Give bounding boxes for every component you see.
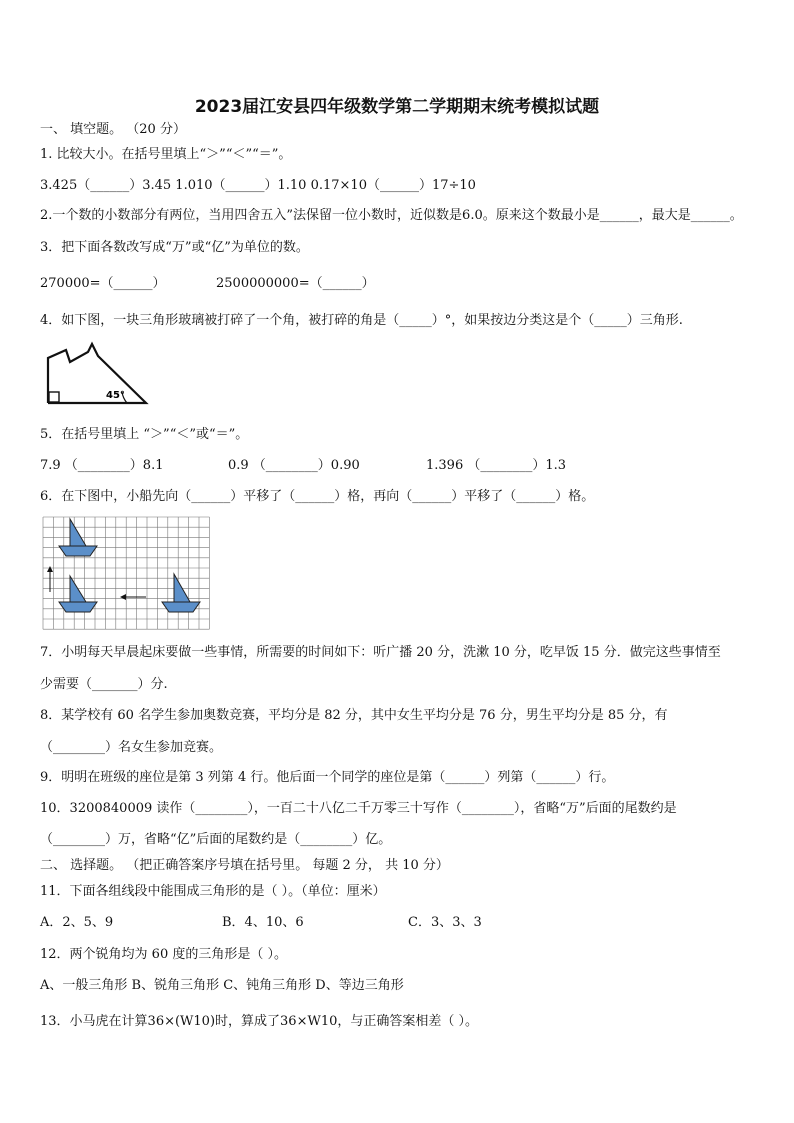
q5-stem: 5．在括号里填上 “＞”“＜”或“＝”。	[40, 427, 249, 442]
q5-c: 1.396 （________）1.3	[426, 458, 567, 473]
q4-stem: 4．如下图，一块三角形玻璃被打碎了一个角，被打碎的角是（_____）°，如果按边分类这是个（_____）三角形.	[40, 313, 683, 328]
q12-stem: 12．两个锐角均为 60 度的三角形是（ ）。	[40, 947, 287, 962]
q9-stem: 9．明明在班级的座位是第 3 列第 4 行。他后面一个同学的座位是第（______）列第（______）行。	[40, 770, 615, 785]
q8-line1: 8．某学校有 60 名学生参加奥数竞赛，平均分是 82 分，其中女生平均分是 76 分，男生平均分是 85 分，有	[40, 708, 668, 723]
q5-b: 0.9 （________）0.90	[228, 458, 360, 473]
q11-option-a: A．2、5、9	[40, 915, 114, 930]
q6-boat-grid-figure	[42, 516, 210, 630]
boat-bottom-left	[59, 576, 97, 612]
broken-triangle-outline	[48, 344, 146, 403]
q5-a: 7.9 （________）8.1	[40, 458, 164, 473]
q6-stem: 6．在下图中，小船先向（______）平移了（______）格，再向（______）平移了（______）格。	[40, 489, 595, 504]
arrow-up-icon	[47, 566, 53, 592]
q3-a: 270000=（______）	[40, 276, 166, 291]
q7-line1: 7．小明每天早晨起床要做一些事情，所需要的时间如下：听广播 20 分，洗漱 10 分，吃早饭 15 分．做完这些事情至	[40, 645, 721, 660]
q1-line: 3.425（______）3.45 1.010（______）1.10 0.17×10（______）17÷10	[40, 178, 476, 193]
page-title: 2023届江安县四年级数学第二学期期末统考模拟试题	[194, 97, 600, 117]
q10-line1: 10．3200840009 读作（________），一百二十八亿二千万零三十写作（________），省略“万”后面的尾数约是	[40, 801, 677, 816]
q11-option-b: B．4、10、6	[222, 915, 304, 930]
q11-stem: 11．下面各组线段中能围成三角形的是（ ）。（单位：厘米）	[40, 884, 386, 899]
section-1-heading: 一、 填空题。 （20 分）	[40, 122, 186, 137]
q12-options: A、一般三角形 B、锐角三角形 C、钝角三角形 D、等边三角形	[40, 978, 404, 993]
right-angle-mark	[49, 392, 59, 402]
q10-line2: （________）万，省略“亿”后面的尾数约是（________）亿。	[40, 832, 392, 847]
q3-b: 2500000000=（______）	[216, 276, 375, 291]
q1-stem: 1. 比较大小。在括号里填上“＞”“＜”“＝”。	[40, 147, 292, 162]
q4-broken-triangle-figure	[44, 340, 150, 406]
arrow-left-icon	[120, 594, 146, 600]
angle-label: 45°	[106, 390, 125, 401]
q2-stem: 2.一个数的小数部分有两位，当用四舍五入”法保留一位小数时，近似数是6.0。原来这个数最小是______，最大是______。	[40, 208, 743, 223]
section-2-heading: 二、 选择题。 （把正确答案序号填在括号里。 每题 2 分， 共 10 分）	[40, 858, 449, 873]
q11-option-c: C．3、3、3	[408, 915, 482, 930]
q7-line2: 少需要（_______）分.	[40, 677, 168, 692]
q13-stem: 13．小马虎在计算36×(W10)时，算成了36×W10，与正确答案相差（ ）。	[40, 1014, 478, 1029]
q3-stem: 3．把下面各数改写成“万”或“亿”为单位的数。	[40, 240, 309, 255]
q8-line2: （________）名女生参加竞赛。	[40, 740, 223, 755]
